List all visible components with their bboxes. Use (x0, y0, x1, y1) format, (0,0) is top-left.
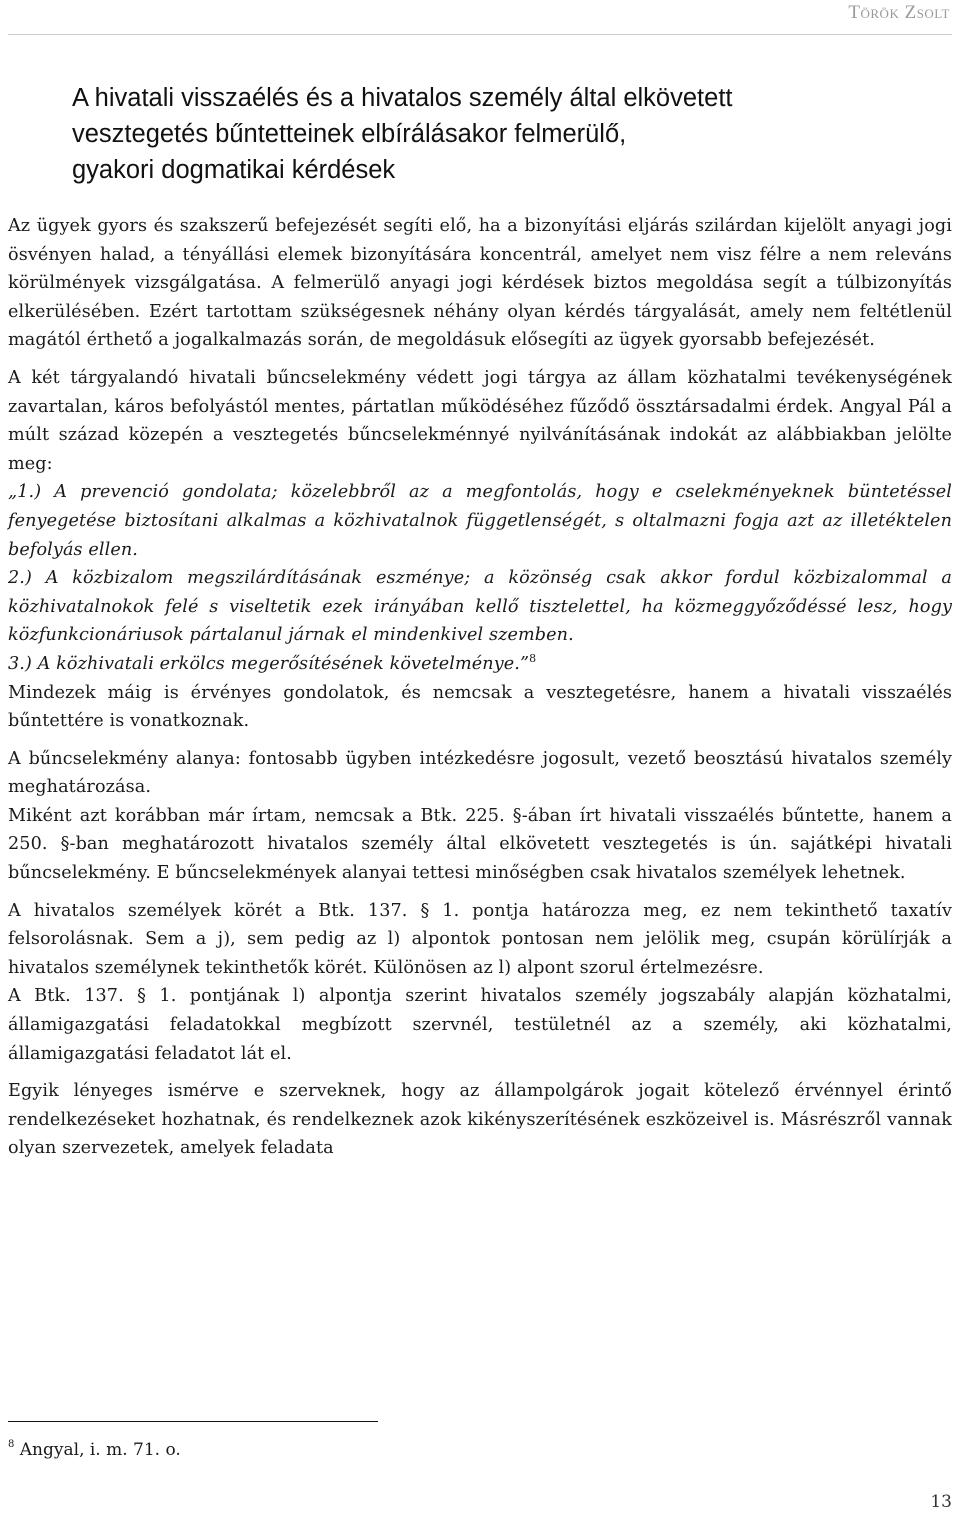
paragraph-7: A Btk. 137. § 1. pontjának l) alpontja szerint hivatalos személy jogszabály alapján közhatalmi, államigazgatási feladatokkal megbízott szervnél, testületnél az a személy, aki közhatalmi, államigazgatási feladatot lát el. (8, 986, 952, 1064)
paragraph-5: Miként azt korábban már írtam, nemcsak a Btk. 225. §-ában írt hivatali visszaélés bűntette, hanem a 250. §-ban meghatározott hivatalos személy által elkövetett vesztegetés is ún. sajátképi hivatali bűncselekmény. E bűncselekmények alanyai tettesi minőségben csak hivatalos személyek lehetnek. (8, 805, 952, 884)
chapter-title-line-2: vesztegetés bűntetteinek elbírálásakor felmerülő, (72, 120, 627, 148)
paragraph-4: A bűncselekmény alanya: fontosabb ügyben intézkedésre jogosult, vezető beosztású hivatalos személy meghatározása. (8, 748, 952, 798)
body-text (8, 212, 952, 1163)
running-head: Török Zsolt (848, 2, 950, 23)
footnote-number: 8 (8, 1439, 15, 1450)
chapter-title (72, 80, 892, 188)
paragraph-1: Az ügyek gyors és szakszerű befejezését segíti elő, ha a bizonyítási eljárás szilárdan kijelölt anyagi jogi ösvényen halad, a tényállási elemek bizonyítására koncentrál, amelyet nem visz félre a nem releváns körülmények vizsgálgatása. A felmerülő anyagi jogi kérdések biztos megoldása segít a túlbizonyítás elkerülésében. Ezért tartottam szükségesnek néhány olyan kérdés tárgyalását, amely nem feltétlenül magától érthető a jogalkalmazás során, de megoldásuk elősegíti az ügyek gyorsabb befejezését. (8, 216, 952, 351)
paragraph-8: Egyik lényeges ismérve e szerveknek, hogy az állampolgárok jogait kötelező érvénnyel érintő rendelkezéseket hozhatnak, és rendelkeznek azok kikényszerítésének eszközeivel is. Másrészről vannak olyan szervezetek, amelyek feladata (8, 1081, 952, 1159)
quote-item-3-text: 3.) A közhivatali erkölcs megerősítésének követelménye.” (8, 653, 530, 674)
header-rule (8, 34, 952, 35)
chapter-title-line-3: gyakori dogmatikai kérdések (72, 156, 396, 184)
footnote-rule (8, 1421, 378, 1422)
page-number: 13 (930, 1492, 952, 1512)
footnote-reference[interactable]: 8 (529, 651, 537, 665)
quote-item-2: 2.) A közbizalom megszilárdításának eszménye; a közönség csak akkor fordul közbizalommal a közhivatalnokok felé s viseltetik ezek irányában kellő tisztelettel, ha közmeggyőződéssé lesz, hogy közfunkcionáriusok pártalanul járnak el mindenkivel szemben. (8, 568, 952, 646)
quote-item-1: „1.) A prevenció gondolata; közelebbről az a megfontolás, hogy e cselekményeknek büntetéssel fenyegetése biztosítani alkalmas a közhivatalnok függetlenségét, s oltalmazni fogja azt az illetéktelen befolyás ellen. (8, 482, 952, 560)
chapter-title-line-1: A hivatali visszaélés és a hivatalos személy által elkövetett (72, 84, 733, 112)
quote-item-3 (8, 650, 952, 679)
footnote (8, 1440, 181, 1460)
paragraph-2: A két tárgyalandó hivatali bűncselekmény védett jogi tárgya az állam közhatalmi tevékenységének zavartalan, káros befolyástól mentes, pártatlan működéséhez fűződő össztársadalmi érdek. Angyal Pál a múlt század közepén a vesztegetés bűncselekménnyé nyilvánításának indokát az alábbiakban jelölte meg: (8, 367, 952, 474)
paragraph-6: A hivatalos személyek körét a Btk. 137. § 1. pontja határozza meg, ez nem tekinthető taxatív felsorolásnak. Sem a j), sem pedig az l) alpontok pontosan nem jelölik meg, csupán körülírják a hivatalos személynek tekinthetők körét. Különösen az l) alpont szorul értelmezésre. (8, 900, 952, 978)
paragraph-3: Mindezek máig is érvényes gondolatok, és nemcsak a vesztegetésre, hanem a hivatali visszaélés bűntettére is vonatkoznak. (8, 682, 952, 732)
footnote-text: Angyal, i. m. 71. o. (19, 1440, 181, 1460)
